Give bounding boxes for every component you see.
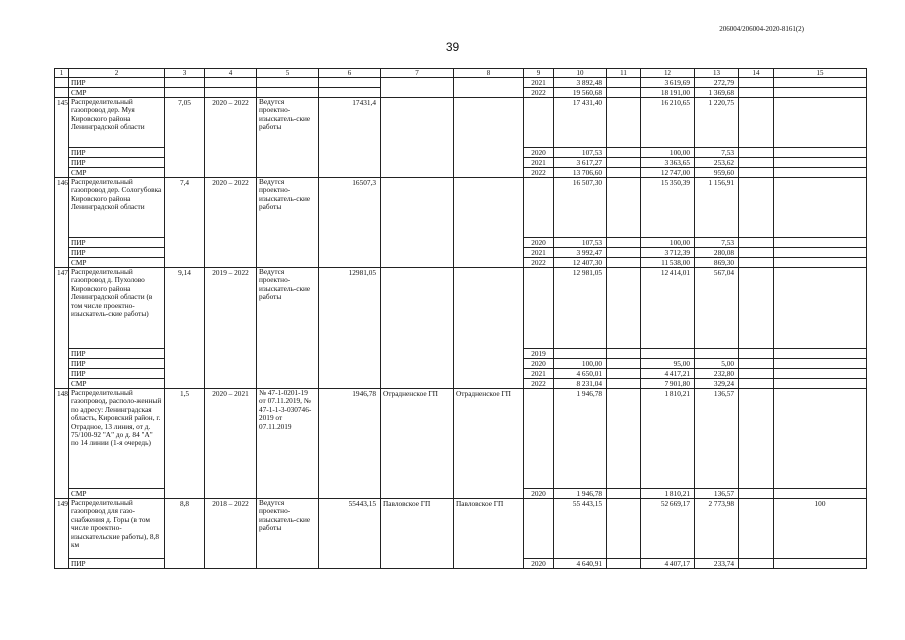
total-col13: 2 773,98 <box>695 499 739 559</box>
item-municipality: Отрадненское ГП <box>381 389 454 499</box>
col-14 <box>739 168 774 178</box>
col-11 <box>607 148 641 158</box>
item-cost: 17431,4 <box>319 98 381 178</box>
stage-amount: 4 650,01 <box>554 369 607 379</box>
total-amount: 12 981,05 <box>554 268 607 349</box>
stage-col12: 95,00 <box>641 359 695 369</box>
stage-label: ПИР <box>69 248 165 258</box>
stage-col12: 4 407,17 <box>641 559 695 569</box>
col-15 <box>774 369 867 379</box>
col-15 <box>774 158 867 168</box>
stage-col13: 959,60 <box>695 168 739 178</box>
item-row <box>55 178 867 238</box>
stage-year: 2020 <box>524 559 554 569</box>
col-11 <box>607 359 641 369</box>
column-number: 2 <box>69 69 165 78</box>
item-period: 2018 – 2022 <box>205 499 257 569</box>
stage-col12: 3 712,39 <box>641 248 695 258</box>
col-14 <box>739 148 774 158</box>
stage-label: ПИР <box>69 238 165 248</box>
stage-year: 2020 <box>524 359 554 369</box>
stage-col12: 7 901,80 <box>641 379 695 389</box>
col-14 <box>739 489 774 499</box>
item-cost: 55443,15 <box>319 499 381 569</box>
col-14 <box>739 268 774 349</box>
page-number: 39 <box>445 40 460 54</box>
col-15 <box>774 178 867 238</box>
col-15 <box>774 349 867 359</box>
stage-year: 2022 <box>524 168 554 178</box>
stage-label: СМР <box>69 489 165 499</box>
amount-col13: 272,79 <box>695 78 739 88</box>
stage-col12: 3 363,65 <box>641 158 695 168</box>
col-14 <box>739 238 774 248</box>
amount-col12: 3 619,69 <box>641 78 695 88</box>
item-municipality <box>381 98 454 178</box>
total-amount: 17 431,40 <box>554 98 607 148</box>
item-length: 9,14 <box>165 268 205 389</box>
col-11 <box>607 369 641 379</box>
col-14 <box>739 248 774 258</box>
stage-amount: 13 706,60 <box>554 168 607 178</box>
col-15 <box>774 489 867 499</box>
stage-col12: 12 747,00 <box>641 168 695 178</box>
col-14 <box>739 389 774 489</box>
item-name: Распределительный газопровод дер. Муя Кировского района Ленинградской области <box>69 98 165 148</box>
item-municipality: Павловское ГП <box>381 499 454 569</box>
year <box>524 178 554 238</box>
col-14 <box>739 369 774 379</box>
col-11 <box>607 98 641 148</box>
col-14 <box>739 559 774 569</box>
period <box>205 88 257 98</box>
stage-label: ПИР <box>69 359 165 369</box>
stage-col13: 7,53 <box>695 238 739 248</box>
column-number: 12 <box>641 69 695 78</box>
column-number: 4 <box>205 69 257 78</box>
item-period: 2020 – 2021 <box>205 389 257 499</box>
col-15 <box>774 258 867 268</box>
item-status: Ведутся проектно-изыскатель-ские работы <box>257 499 319 569</box>
table-row <box>55 78 867 88</box>
stage-year: 2020 <box>524 148 554 158</box>
amount-col12: 18 191,00 <box>641 88 695 98</box>
col-15 <box>774 148 867 158</box>
item-status: Ведутся проектно-изыскатель-ские работы <box>257 268 319 389</box>
col-11 <box>607 349 641 359</box>
row-number <box>55 78 69 88</box>
stage-label: ПИР <box>69 369 165 379</box>
item-number: 148 <box>55 389 69 499</box>
stage-col13: 232,80 <box>695 369 739 379</box>
column-number: 11 <box>607 69 641 78</box>
col-14 <box>739 178 774 238</box>
stage-year: 2020 <box>524 489 554 499</box>
stage-label: СМР <box>69 379 165 389</box>
item-name: Распределительный газопровод д. Пухолово Кировского района Ленинградской области (в том числе проектно-изыскатель-ские работы) <box>69 268 165 349</box>
item-length: 1,5 <box>165 389 205 499</box>
stage-col13: 136,57 <box>695 489 739 499</box>
item-row <box>55 499 867 559</box>
stage-label: СМР <box>69 258 165 268</box>
stage-amount <box>554 349 607 359</box>
stage-year: 2021 <box>524 158 554 168</box>
col-14 <box>739 349 774 359</box>
item-municipality <box>381 268 454 389</box>
item-cost: 16507,3 <box>319 178 381 268</box>
column-number: 1 <box>55 69 69 78</box>
stage-label: ПИР <box>69 158 165 168</box>
total-col12: 1 810,21 <box>641 389 695 489</box>
stage-label: ПИР <box>69 349 165 359</box>
total-amount: 16 507,30 <box>554 178 607 238</box>
item-status: Ведутся проектно-изыскатель-ские работы <box>257 98 319 178</box>
work-type-label: ПИР <box>69 78 165 88</box>
item-owner: Павловское ГП <box>454 499 524 569</box>
col-14 <box>739 379 774 389</box>
year <box>524 389 554 489</box>
stage-amount: 100,00 <box>554 359 607 369</box>
col-11 <box>607 168 641 178</box>
stage-col12: 4 417,21 <box>641 369 695 379</box>
col-11 <box>607 389 641 489</box>
document-id: 206004/206004-2020-8161(2) <box>719 25 804 33</box>
col-15 <box>774 98 867 148</box>
column-number: 3 <box>165 69 205 78</box>
total-col13: 136,57 <box>695 389 739 489</box>
total-amount: 55 443,15 <box>554 499 607 559</box>
col-11 <box>607 379 641 389</box>
col-11 <box>607 178 641 238</box>
row-number <box>55 88 69 98</box>
municipality <box>381 78 454 98</box>
col-14 <box>739 499 774 559</box>
stage-amount: 107,53 <box>554 148 607 158</box>
col-15 <box>774 389 867 489</box>
col-15 <box>774 248 867 258</box>
col-15 <box>774 168 867 178</box>
item-number: 145 <box>55 98 69 178</box>
stage-amount: 12 407,30 <box>554 258 607 268</box>
stage-label: ПИР <box>69 559 165 569</box>
item-name: Распределительный газопровод, располо-женный по адресу: Ленинградская область, Кировский район, г. Отрадное, 13 линия, от д. 75/100-92 "А" до д. 84 "А" по 14 линии (1-я очередь) <box>69 389 165 489</box>
col-15: 100 <box>774 499 867 559</box>
stage-col13: 329,24 <box>695 379 739 389</box>
stage-amount: 4 640,91 <box>554 559 607 569</box>
stage-year: 2020 <box>524 238 554 248</box>
item-municipality <box>381 178 454 268</box>
col-14 <box>739 88 774 98</box>
total-amount: 1 946,78 <box>554 389 607 489</box>
item-row <box>55 268 867 349</box>
column-number: 10 <box>554 69 607 78</box>
item-status: № 47-1-0201-19 от 07.11.2019, № 47-1-1-3-030746-2019 от 07.11.2019 <box>257 389 319 499</box>
length <box>165 88 205 98</box>
col-11 <box>607 489 641 499</box>
col-11 <box>607 268 641 349</box>
stage-year: 2022 <box>524 379 554 389</box>
column-number: 7 <box>381 69 454 78</box>
col-11 <box>607 88 641 98</box>
item-owner <box>454 178 524 268</box>
col-11 <box>607 258 641 268</box>
stage-col13: 253,62 <box>695 158 739 168</box>
item-number: 147 <box>55 268 69 389</box>
year <box>524 98 554 148</box>
col-15 <box>774 78 867 88</box>
item-status: Ведутся проектно-изыскатель-ские работы <box>257 178 319 268</box>
stage-col13: 280,08 <box>695 248 739 258</box>
amount-col13: 1 369,68 <box>695 88 739 98</box>
stage-amount: 107,53 <box>554 238 607 248</box>
stage-year: 2022 <box>524 258 554 268</box>
stage-col13: 5,00 <box>695 359 739 369</box>
status <box>257 88 319 98</box>
stage-col12: 11 538,00 <box>641 258 695 268</box>
col-15 <box>774 268 867 349</box>
item-name: Распределительный газопровод для газо-снабжения д. Горы (в том числе проектно-изыскательские работы), 8,8 км <box>69 499 165 559</box>
stage-amount: 3 992,47 <box>554 248 607 258</box>
col-11 <box>607 78 641 88</box>
column-number: 15 <box>774 69 867 78</box>
stage-col12: 100,00 <box>641 238 695 248</box>
item-period: 2020 – 2022 <box>205 98 257 178</box>
stage-amount: 3 617,27 <box>554 158 607 168</box>
stage-label: ПИР <box>69 148 165 158</box>
investment-program-table <box>54 68 867 569</box>
col-11 <box>607 238 641 248</box>
stage-year: 2019 <box>524 349 554 359</box>
col-14 <box>739 258 774 268</box>
year <box>524 268 554 349</box>
col-14 <box>739 98 774 148</box>
col-15 <box>774 379 867 389</box>
length <box>165 78 205 88</box>
col-11 <box>607 158 641 168</box>
status <box>257 78 319 88</box>
col-15 <box>774 238 867 248</box>
work-type-label: СМР <box>69 88 165 98</box>
stage-col13: 233,74 <box>695 559 739 569</box>
stage-col13 <box>695 349 739 359</box>
stage-col12 <box>641 349 695 359</box>
year: 2021 <box>524 78 554 88</box>
col-14 <box>739 359 774 369</box>
column-number: 8 <box>454 69 524 78</box>
year <box>524 499 554 559</box>
stage-col13: 869,30 <box>695 258 739 268</box>
item-owner <box>454 268 524 389</box>
stage-amount: 8 231,04 <box>554 379 607 389</box>
total-col12: 12 414,01 <box>641 268 695 349</box>
stage-year: 2021 <box>524 248 554 258</box>
item-length: 7,05 <box>165 98 205 178</box>
total-col12: 52 669,17 <box>641 499 695 559</box>
item-cost: 1946,78 <box>319 389 381 499</box>
col-11 <box>607 559 641 569</box>
total-col13: 1 220,75 <box>695 98 739 148</box>
total-col12: 16 210,65 <box>641 98 695 148</box>
column-numbers-row <box>55 69 867 78</box>
col-14 <box>739 78 774 88</box>
item-number: 149 <box>55 499 69 569</box>
cost <box>319 88 381 98</box>
period <box>205 78 257 88</box>
item-name: Распределительный газопровод дер. Сологубовка Кировского района Ленинградской области <box>69 178 165 238</box>
col-11 <box>607 248 641 258</box>
total-col13: 567,04 <box>695 268 739 349</box>
stage-label: СМР <box>69 168 165 178</box>
item-period: 2020 – 2022 <box>205 178 257 268</box>
column-number: 13 <box>695 69 739 78</box>
item-cost: 12981,05 <box>319 268 381 389</box>
year: 2022 <box>524 88 554 98</box>
column-number: 9 <box>524 69 554 78</box>
cost <box>319 78 381 88</box>
item-period: 2019 – 2022 <box>205 268 257 389</box>
col-14 <box>739 158 774 168</box>
stage-amount: 1 946,78 <box>554 489 607 499</box>
column-number: 6 <box>319 69 381 78</box>
owner <box>454 78 524 98</box>
item-length: 7,4 <box>165 178 205 268</box>
total-col12: 15 350,39 <box>641 178 695 238</box>
stage-col12: 100,00 <box>641 148 695 158</box>
item-row <box>55 389 867 489</box>
item-owner: Отрадненское ГП <box>454 389 524 499</box>
item-number: 146 <box>55 178 69 268</box>
col-11 <box>607 499 641 559</box>
amount-total: 3 892,48 <box>554 78 607 88</box>
amount-total: 19 560,68 <box>554 88 607 98</box>
stage-col12: 1 810,21 <box>641 489 695 499</box>
total-col13: 1 156,91 <box>695 178 739 238</box>
col-15 <box>774 88 867 98</box>
col-15 <box>774 559 867 569</box>
stage-year: 2021 <box>524 369 554 379</box>
column-number: 14 <box>739 69 774 78</box>
stage-col13: 7,53 <box>695 148 739 158</box>
item-row <box>55 98 867 148</box>
column-number: 5 <box>257 69 319 78</box>
item-owner <box>454 98 524 178</box>
col-15 <box>774 359 867 369</box>
item-length: 8,8 <box>165 499 205 569</box>
